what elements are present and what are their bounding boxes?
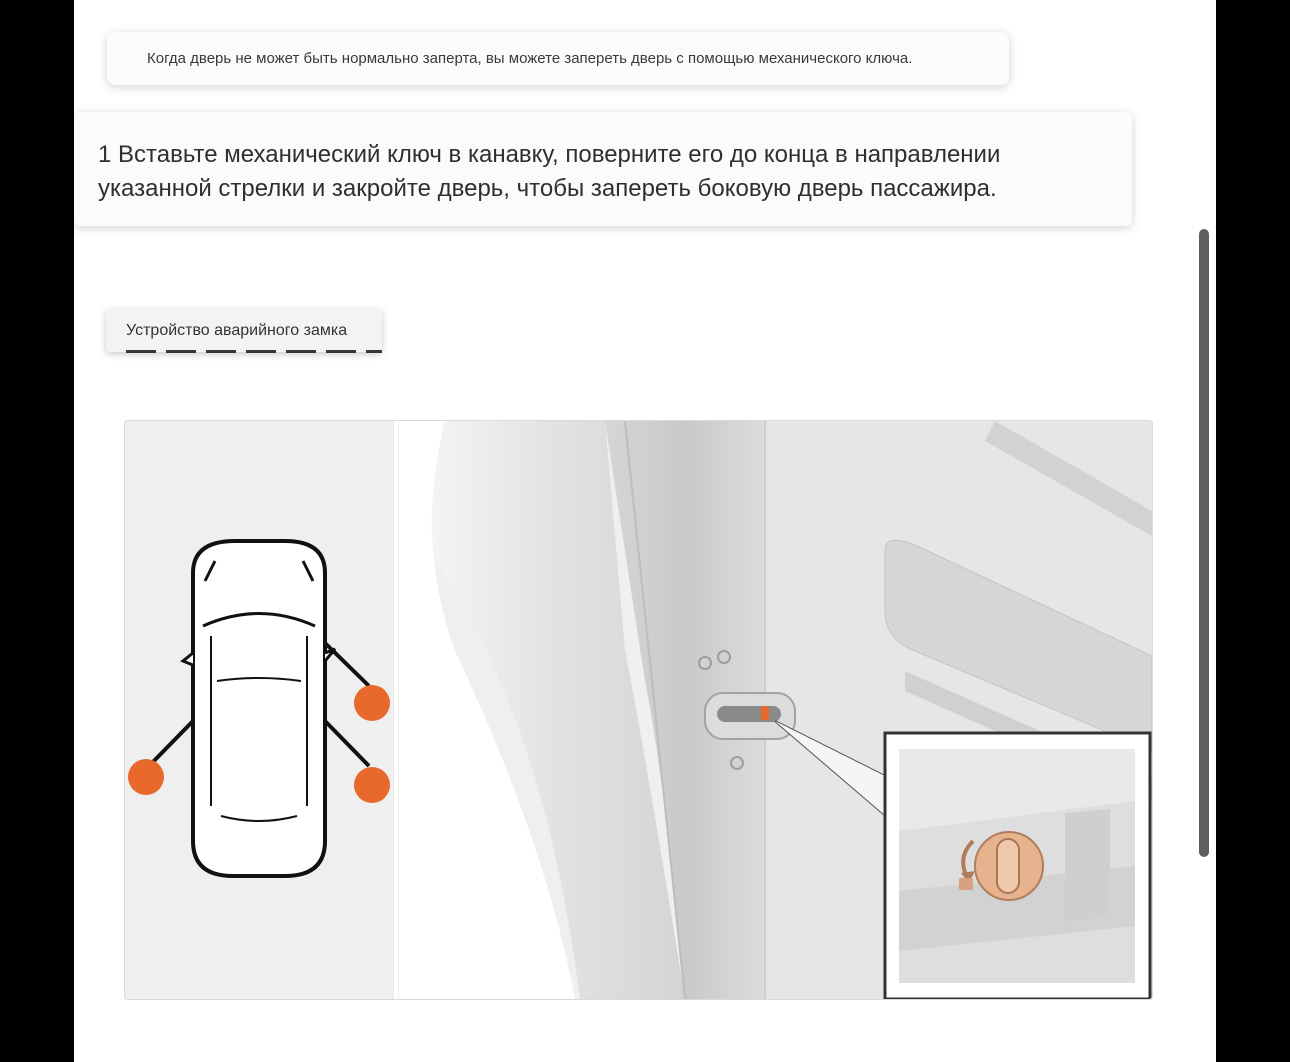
driver-rear-door-marker xyxy=(128,759,164,795)
page-scrollbar[interactable] xyxy=(1199,229,1209,857)
caption-underline xyxy=(126,350,382,353)
passenger-front-door-marker xyxy=(354,685,390,721)
intro-note xyxy=(107,32,1009,85)
intro-text: Когда дверь не может быть нормально заперта, вы можете запереть дверь с помощью механического ключа. xyxy=(147,50,913,67)
figure-caption xyxy=(106,309,382,352)
step-1-text: 1 Вставьте механический ключ в канавку, поверните его до конца в направлении указанной стрелки и закройте дверь, чтобы запереть боковую дверь пассажира. xyxy=(98,141,1001,202)
step-1-note xyxy=(74,112,1132,226)
document-page xyxy=(74,0,1216,1062)
passenger-rear-door-marker xyxy=(354,767,390,803)
unlock-icon xyxy=(959,878,973,890)
lock-inset xyxy=(885,733,1150,999)
car-top-view xyxy=(125,421,396,999)
figure-caption-text: Устройство аварийного замка xyxy=(126,322,348,339)
emergency-lock-figure xyxy=(124,420,1153,1000)
